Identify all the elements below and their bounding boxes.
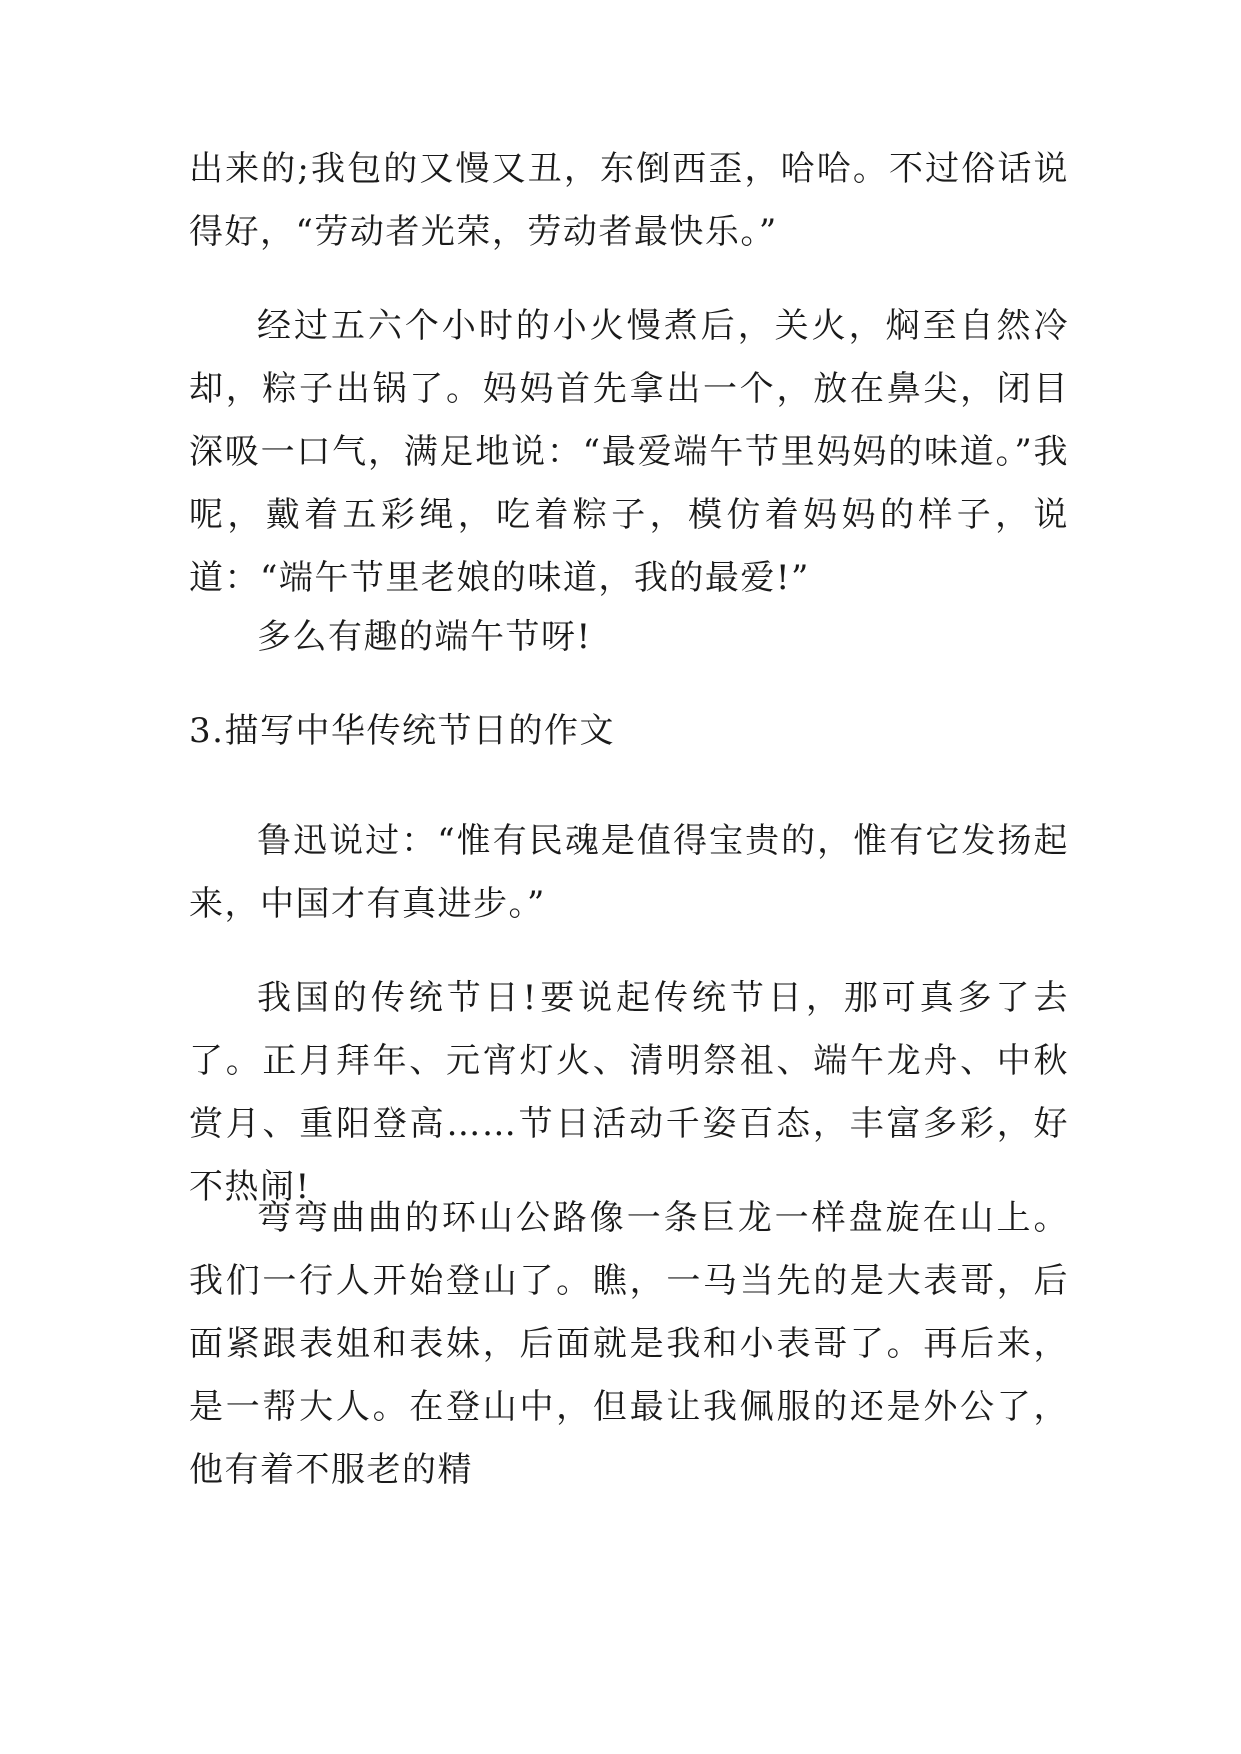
paragraph-traditional-festivals: 我国的传统节日!要说起传统节日，那可真多了去了。正月拜年、元宵灯火、清明祭祖、端午龙舟、中秋赏月、重阳登高……节日活动千姿百态，丰富多彩，好不热闹! (189, 978, 1069, 1207)
paragraph-exclamation: 多么有趣的端午节呀! (257, 617, 592, 657)
paragraph-mountain-climb: 弯弯曲曲的环山公路像一条巨龙一样盘旋在山上。我们一行人开始登山了。瞧，一马当先的是大表哥，后面紧跟表姐和表妹，后面就是我和小表哥了。再后来，是一帮大人。在登山中，但最让我佩服的还是外公了，他有着不服老的精 (189, 1198, 1069, 1490)
paragraph-zongzi-cooked: 经过五六个小时的小火慢煮后，关火，焖至自然冷却，粽子出锅了。妈妈首先拿出一个，放在鼻尖，闭目深吸一口气，满足地说：“最爱端午节里妈妈的味道。”我呢，戴着五彩绳，吃着粽子，模仿着妈妈的样子，说道：“端午节里老娘的味道，我的最爱!” (189, 306, 1069, 598)
paragraph-lu-xun-quote: 鲁迅说过：“惟有民魂是值得宝贵的，惟有它发扬起来，中国才有真进步。” (189, 821, 1069, 924)
paragraph-continuation: 出来的;我包的又慢又丑，东倒西歪，哈哈。不过俗话说得好，“劳动者光荣，劳动者最快乐。” (189, 149, 1069, 252)
section-heading: 3.描写中华传统节日的作文 (189, 711, 615, 751)
